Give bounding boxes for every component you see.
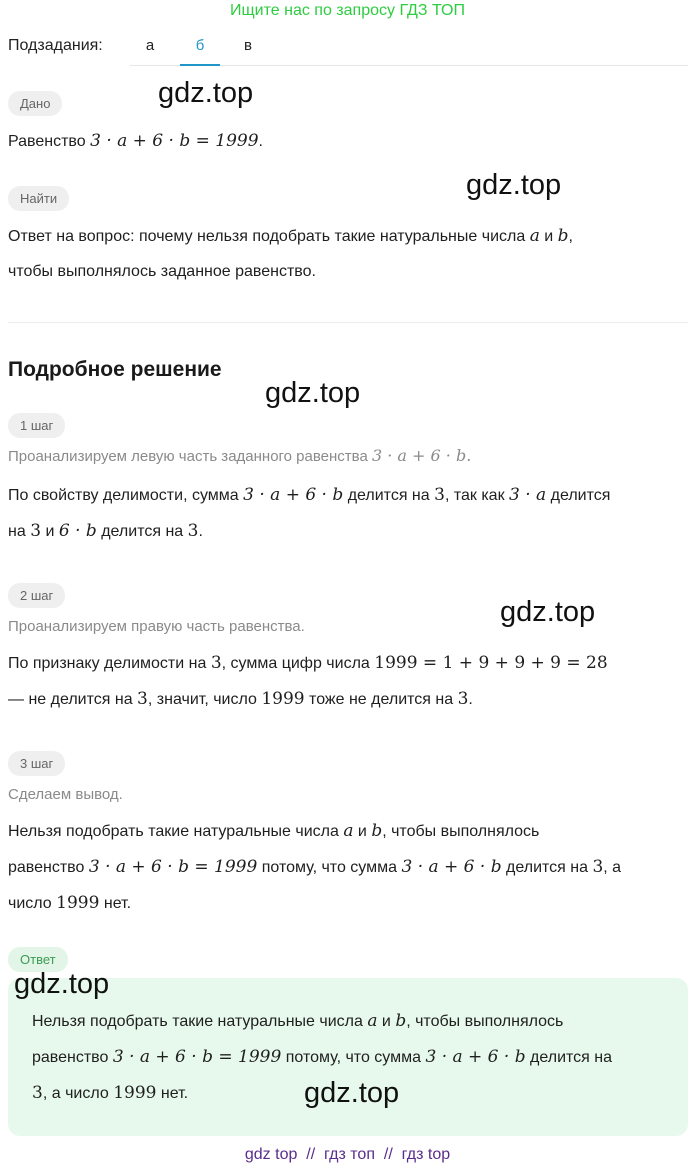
subtasks-label: Подзадания:	[8, 37, 103, 54]
step-1-formula: 3 · a + 6 · b	[243, 485, 344, 505]
var-b: b	[557, 226, 569, 246]
step-2-formula: 3	[457, 689, 469, 709]
step-2-badge: 2 шаг	[8, 583, 65, 608]
tab-b[interactable]: б	[195, 37, 205, 54]
watermark: gdz.top	[265, 377, 361, 409]
answer-formula: 3 · a + 6 · b = 1999	[112, 1047, 282, 1067]
find-and: и	[539, 228, 558, 245]
step-1-hint-formula: 3 · a + 6 · b.	[371, 446, 472, 465]
tab-a[interactable]: а	[145, 37, 155, 54]
given-suffix: .	[258, 133, 263, 150]
step-2-text: , сумма цифр числа	[221, 655, 375, 672]
watermark: gdz.top	[158, 77, 254, 109]
given-formula: 3 · a + 6 · b = 1999	[90, 131, 259, 151]
step-2-text: .	[468, 691, 473, 708]
step-2-text: — не делится на	[8, 691, 138, 708]
section-divider	[8, 322, 688, 323]
step-3-text: Нельзя подобрать такие натуральные числа	[8, 823, 344, 840]
find-comma: ,	[568, 228, 573, 245]
step-2-formula: 1999	[261, 689, 305, 709]
find-line-2: чтобы выполнялось заданное равенство.	[8, 263, 316, 280]
step-2-text: , значит, число	[147, 691, 262, 708]
subtasks-bar	[8, 30, 688, 66]
answer-text: нет.	[156, 1085, 189, 1102]
step-2-line-1	[8, 645, 608, 682]
step-1-formula: 3	[30, 521, 42, 541]
answer-text: и	[377, 1013, 396, 1030]
given-prefix: Равенство	[8, 133, 91, 150]
answer-text: Нельзя подобрать такие натуральные числа	[32, 1013, 368, 1030]
step-2-hint: Проанализируем правую часть равенства.	[8, 618, 305, 635]
step-2-line-2	[8, 681, 473, 718]
step-3-line-1	[8, 813, 539, 850]
given-text	[8, 123, 263, 160]
answer-text: потому, что сумма	[281, 1049, 426, 1066]
step-2-formula: 3	[137, 689, 148, 709]
step-1-text: делится на	[96, 523, 188, 540]
step-3-text: число	[8, 895, 57, 912]
step-3-formula: 3 · a + 6 · b = 1999	[88, 857, 258, 877]
answer-text: делится на	[525, 1049, 613, 1066]
step-1-hint-text: Проанализируем левую часть заданного равенства	[8, 448, 372, 465]
answer-text: , а число	[42, 1085, 114, 1102]
step-3-formula: 3 · a + 6 · b	[401, 857, 502, 877]
step-1-hint	[8, 438, 471, 475]
find-line-1	[8, 218, 573, 255]
answer-formula: 3 · a + 6 · b	[425, 1047, 526, 1067]
find-badge: Найти	[8, 186, 69, 211]
answer-formula: a	[367, 1011, 378, 1031]
step-3-text: потому, что сумма	[257, 859, 402, 876]
step-1-text: на	[8, 523, 31, 540]
step-1-formula: 3	[434, 485, 445, 505]
answer-line-3	[32, 1075, 188, 1112]
step-3-text: равенство	[8, 859, 89, 876]
watermark: gdz.top	[304, 1077, 400, 1109]
footer-links[interactable]: gdz top // гдз топ // гдз top	[244, 1146, 451, 1163]
answer-formula: 3	[32, 1083, 43, 1103]
step-1-text: , так как	[444, 487, 510, 504]
answer-box	[8, 978, 688, 1136]
answer-text: , чтобы выполнялось	[406, 1013, 564, 1030]
watermark: gdz.top	[14, 968, 110, 1000]
step-3-formula: 1999	[56, 893, 100, 913]
step-3-hint: Сделаем вывод.	[8, 786, 123, 803]
step-3-text: нет.	[99, 895, 132, 912]
step-3-line-3	[8, 885, 131, 922]
step-1-badge: 1 шаг	[8, 413, 65, 438]
step-3-badge: 3 шаг	[8, 751, 65, 776]
var-a: a	[529, 226, 540, 246]
step-3-formula: 3	[592, 857, 604, 877]
step-3-text: и	[353, 823, 372, 840]
step-1-text: делится на	[343, 487, 435, 504]
step-3-text: , а	[603, 859, 622, 876]
answer-line-2	[32, 1039, 612, 1076]
step-3-text: , чтобы выполнялось	[382, 823, 540, 840]
find-text: Ответ на вопрос: почему нельзя подобрать такие натуральные числа	[8, 228, 530, 245]
answer-formula: 1999	[113, 1083, 157, 1103]
step-1-line-1	[8, 477, 610, 514]
answer-text: равенство	[32, 1049, 113, 1066]
answer-badge: Ответ	[8, 947, 68, 972]
watermark: gdz.top	[466, 169, 562, 201]
search-banner: Ищите нас по запросу ГДЗ ТОП	[230, 2, 465, 19]
step-1-text: По свойству делимости, сумма	[8, 487, 244, 504]
step-1-line-2	[8, 513, 203, 550]
answer-formula: b	[395, 1011, 407, 1031]
step-1-formula: 3 · a	[509, 485, 547, 505]
step-1-formula: 6 · b	[58, 521, 97, 541]
step-2-formula: 1999 = 1 + 9 + 9 + 9 = 28	[374, 653, 608, 673]
step-1-text: делится	[546, 487, 611, 504]
solution-title: Подробное решение	[8, 358, 222, 381]
step-3-text: делится на	[501, 859, 593, 876]
step-2-formula: 3	[210, 653, 222, 673]
step-1-text: и	[41, 523, 59, 540]
given-badge: Дано	[8, 91, 62, 116]
step-1-formula: 3	[187, 521, 199, 541]
active-tab-indicator	[180, 64, 220, 66]
step-3-formula: b	[371, 821, 383, 841]
watermark: gdz.top	[500, 596, 596, 628]
tab-v[interactable]: в	[244, 37, 252, 54]
step-1-text: .	[198, 523, 203, 540]
answer-line-1	[32, 1003, 563, 1040]
step-3-line-2	[8, 849, 621, 886]
step-3-formula: a	[343, 821, 354, 841]
step-2-text: тоже не делится на	[304, 691, 458, 708]
step-2-text: По признаку делимости на	[8, 655, 211, 672]
